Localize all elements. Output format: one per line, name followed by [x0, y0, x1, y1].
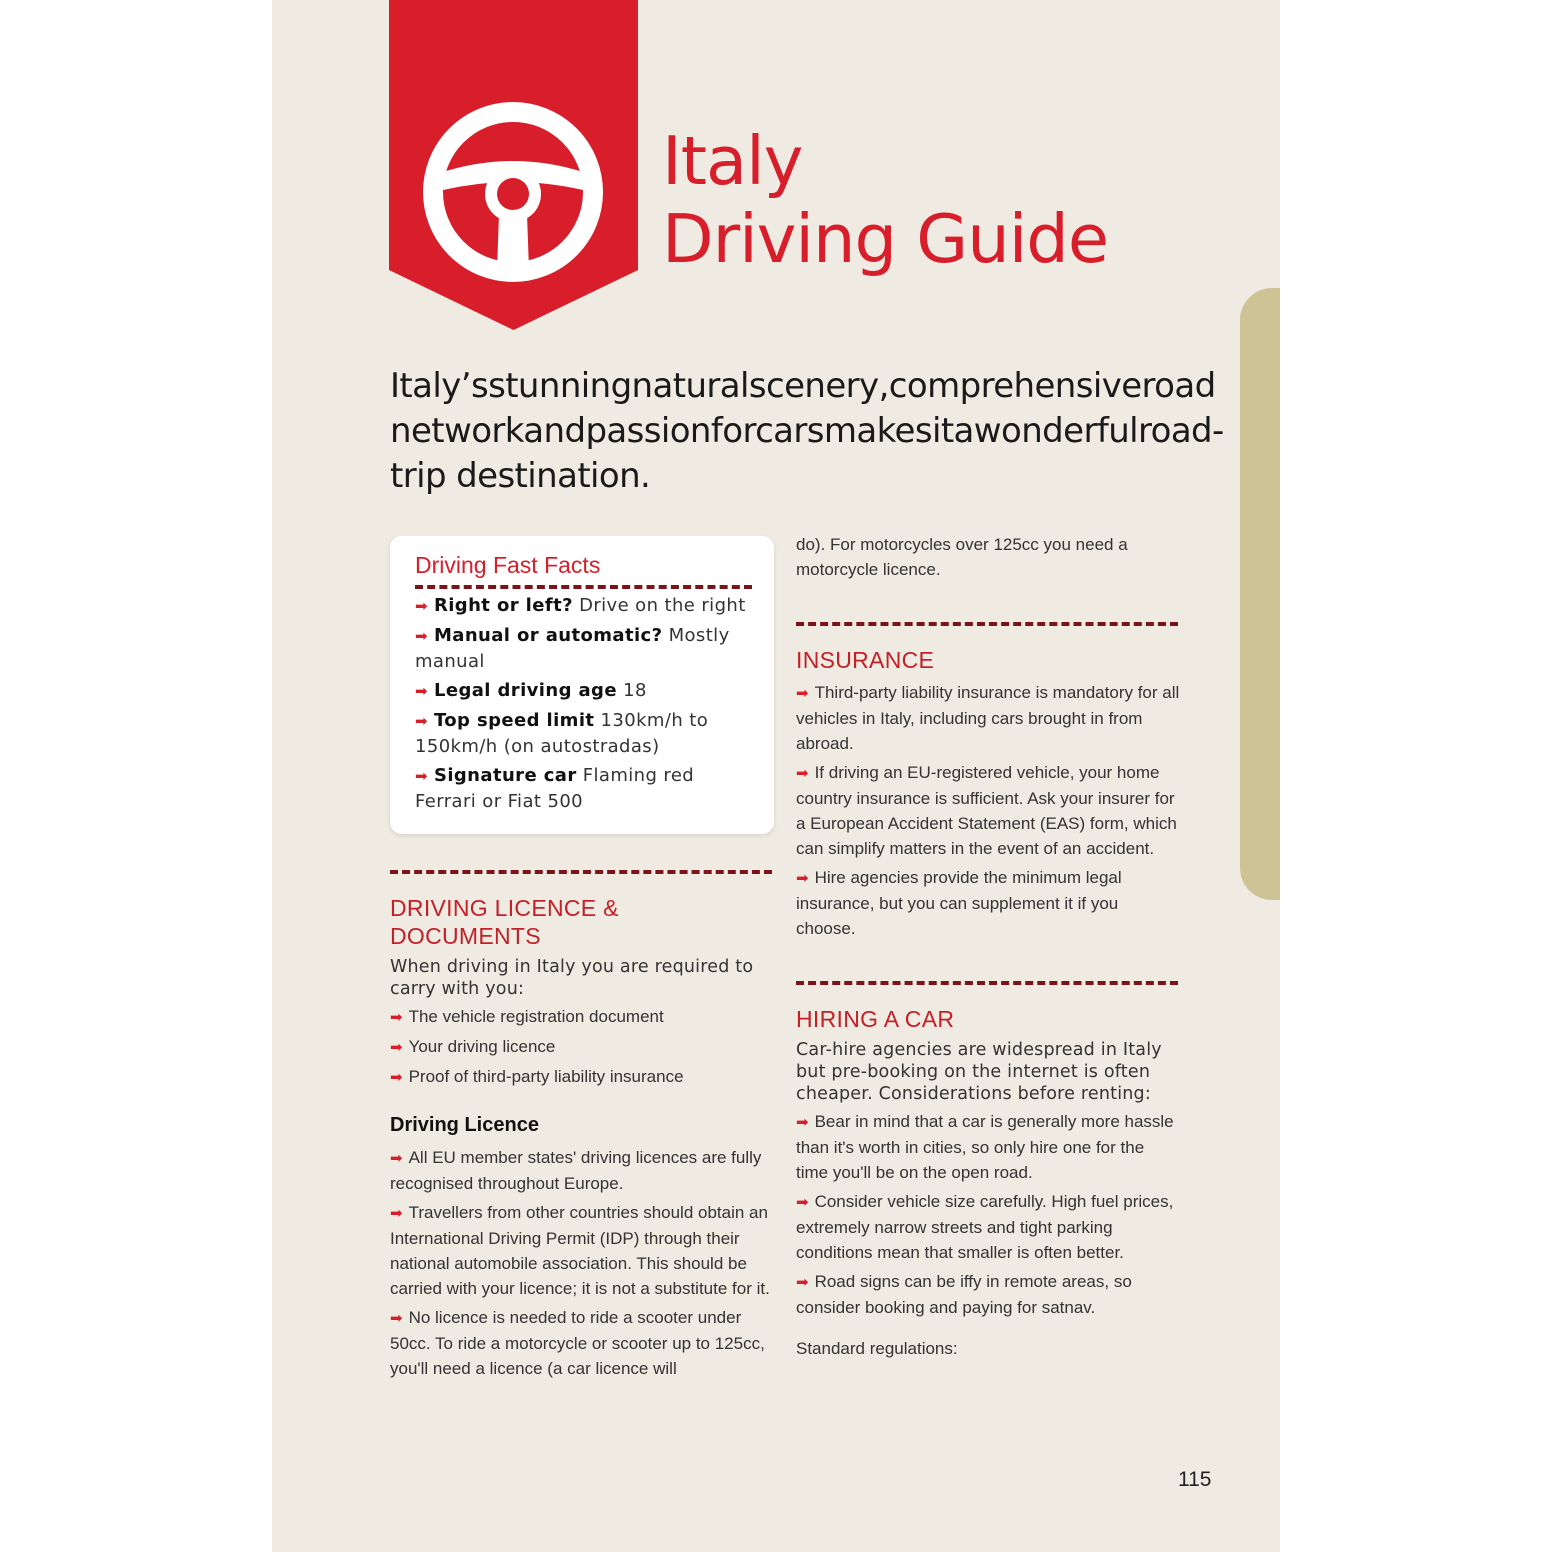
- intro-paragraph: Italy’sstunningnaturalscenery,comprehensiveroad networkandpassionforcarsmakesitawonderfulroad-trip destination.: [390, 366, 1224, 496]
- fast-facts-list: [415, 593, 752, 814]
- arrow-bullet-icon: ➡: [390, 1310, 403, 1327]
- document-bullet-text: The vehicle registration document: [408, 1007, 664, 1026]
- document-bullet: [390, 1064, 774, 1090]
- arrow-bullet-icon: ➡: [390, 1039, 403, 1056]
- arrow-bullet-icon: ➡: [390, 1069, 403, 1086]
- arrow-bullet-icon: ➡: [390, 1150, 403, 1167]
- hiring-bullet-text: Consider vehicle size carefully. High fuel prices, extremely narrow streets and tight parking conditions mean that smaller is often better.: [796, 1192, 1174, 1262]
- licence-bullet-text: Travellers from other countries should obtain an International Driving Permit (IDP) through their national automobile association. This should be carried with your licence; it is not a substitute for it.: [390, 1203, 770, 1298]
- arrow-bullet-icon: ➡: [415, 627, 428, 645]
- fast-fact-item: [415, 593, 752, 619]
- right-column: [796, 532, 1180, 1361]
- fast-fact-value: Drive on the right: [579, 595, 746, 616]
- licence-intro: When driving in Italy you are required to carry with you:: [390, 957, 754, 999]
- hiring-bullet: [796, 1269, 1180, 1320]
- licence-bullet: [390, 1145, 774, 1196]
- fast-fact-value: 18: [623, 680, 647, 701]
- hiring-bullet-text: Bear in mind that a car is generally more hassle than it's worth in cities, so only hire one for the time you'll be on the open road.: [796, 1112, 1174, 1182]
- dashed-divider: [415, 585, 752, 589]
- arrow-bullet-icon: ➡: [796, 1114, 809, 1131]
- licence-bullet: [390, 1305, 774, 1381]
- arrow-bullet-icon: ➡: [390, 1205, 403, 1222]
- page-title: [662, 122, 1108, 278]
- continuation-text: do). For motorcycles over 125cc you need a motorcycle licence.: [796, 535, 1128, 579]
- arrow-bullet-icon: ➡: [390, 1009, 403, 1026]
- fast-fact-label: Right or left?: [433, 595, 573, 616]
- hiring-bullet: [796, 1189, 1180, 1265]
- hiring-bullet-text: Road signs can be iffy in remote areas, so consider booking and paying for satnav.: [796, 1272, 1132, 1317]
- insurance-bullet-list: [796, 680, 1180, 941]
- page-number: 115: [1178, 1468, 1212, 1491]
- arrow-bullet-icon: ➡: [796, 1194, 809, 1211]
- insurance-bullet-text: Third-party liability insurance is mandatory for all vehicles in Italy, including cars brought in from abroad.: [796, 683, 1180, 753]
- licence-bullet-text: No licence is needed to ride a scooter under 50cc. To ride a motorcycle or scooter up to 125cc, you'll need a licence (a car licence will: [390, 1308, 765, 1378]
- fast-fact-item: [415, 763, 752, 814]
- arrow-bullet-icon: ➡: [796, 1274, 809, 1291]
- licence-bullet-list: [390, 1004, 774, 1090]
- fast-fact-label: Legal driving age: [433, 680, 617, 701]
- arrow-bullet-icon: ➡: [415, 682, 428, 700]
- document-bullet: [390, 1034, 774, 1060]
- dashed-divider: [390, 870, 772, 874]
- fast-fact-value: 130km/h to 150km/h (on autostradas): [415, 710, 709, 757]
- left-column: [390, 536, 774, 1381]
- subheading-driving-licence: Driving Licence: [390, 1114, 539, 1136]
- fast-fact-item: [415, 623, 752, 674]
- hiring-intro: Car-hire agencies are widespread in Italy but pre-booking on the internet is often cheaper. Considerations before renting:: [796, 1040, 1162, 1104]
- licence-bullet: [390, 1200, 774, 1301]
- fast-fact-item: [415, 678, 752, 704]
- fast-facts-box: [390, 536, 774, 834]
- arrow-bullet-icon: ➡: [796, 765, 809, 782]
- dashed-divider: [796, 981, 1178, 985]
- driving-licence-bullet-list: [390, 1145, 774, 1381]
- fast-fact-item: [415, 708, 752, 759]
- fast-facts-title: Driving Fast Facts: [415, 552, 601, 578]
- section-heading-insurance: INSURANCE: [796, 647, 935, 673]
- document-bullet-text: Proof of third-party liability insurance: [408, 1067, 684, 1086]
- insurance-bullet: [796, 760, 1180, 861]
- arrow-bullet-icon: ➡: [415, 712, 428, 730]
- fast-fact-label: Manual or automatic?: [433, 625, 663, 646]
- title-line-2: Driving Guide: [662, 200, 1109, 278]
- hiring-bullet-list: [796, 1109, 1180, 1320]
- insurance-bullet-text: Hire agencies provide the minimum legal insurance, but you can supplement it if you choose.: [796, 868, 1122, 938]
- arrow-bullet-icon: ➡: [415, 767, 428, 785]
- fast-fact-value: Mostly manual: [415, 625, 730, 672]
- fast-fact-label: Top speed limit: [433, 710, 595, 731]
- insurance-bullet: [796, 865, 1180, 941]
- standard-regulations-label: Standard regulations:: [796, 1339, 958, 1358]
- title-banner: [389, 0, 638, 330]
- chapter-thumb-tab: [1240, 288, 1280, 900]
- section-heading-hiring: HIRING A CAR: [796, 1006, 955, 1032]
- arrow-bullet-icon: ➡: [796, 870, 809, 887]
- insurance-bullet-text: If driving an EU-registered vehicle, your home country insurance is sufficient. Ask your insurer for a European Accident Statement (EAS) form, which can simplify matters in the event of an accident.: [796, 763, 1177, 858]
- document-bullet-text: Your driving licence: [408, 1037, 556, 1056]
- section-heading-licence: DRIVING LICENCE & DOCUMENTS: [390, 895, 619, 949]
- insurance-bullet: [796, 680, 1180, 756]
- title-line-1: Italy: [662, 122, 803, 200]
- fast-fact-value: Flaming red Ferrari or Fiat 500: [415, 765, 695, 812]
- fast-fact-label: Signature car: [433, 765, 577, 786]
- dashed-divider: [796, 622, 1178, 626]
- licence-bullet-text: All EU member states' driving licences are fully recognised throughout Europe.: [390, 1148, 762, 1193]
- arrow-bullet-icon: ➡: [796, 685, 809, 702]
- arrow-bullet-icon: ➡: [415, 597, 428, 615]
- hiring-bullet: [796, 1109, 1180, 1185]
- document-bullet: [390, 1004, 774, 1030]
